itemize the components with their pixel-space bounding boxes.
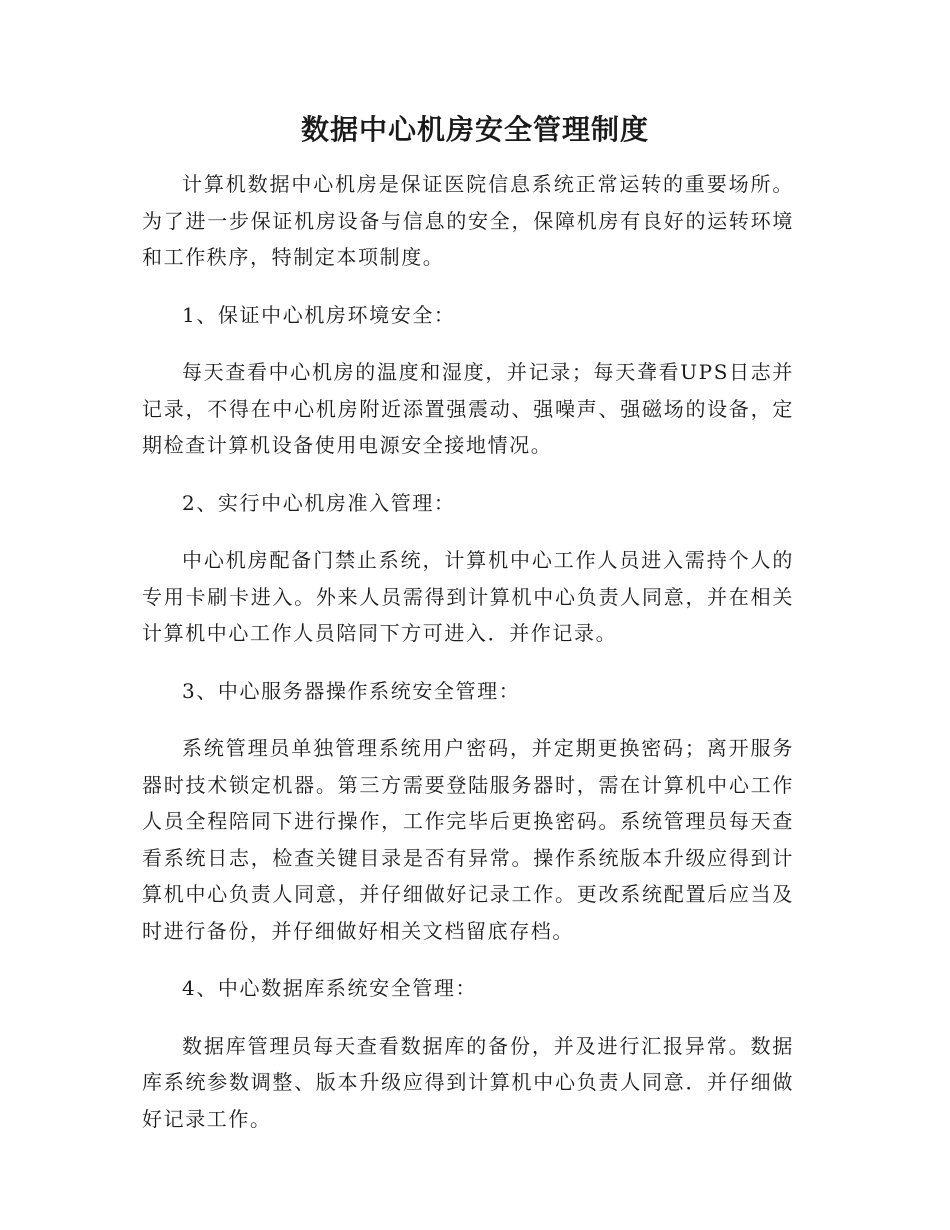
spacer <box>142 949 794 970</box>
spacer <box>142 464 794 485</box>
section-text-1: 每天查看中心机房的温度和湿度，并记录；每天聋看UPS日志并记录，不得在中心机房附近添置强震动、强噪声、强磁场的设备，定期检查计算机设备使用电源安全接地情况。 <box>142 360 794 457</box>
section-text-3: 系统管理员单独管理系统用户密码，并定期更换密码；离开服务器时技术锁定机器。第三方需要登陆服务器时，需在计算机中心工作人员全程陪同下进行操作，工作完毕后更换密码。系统管理员每天查看系统日志，检查关键目录是否有异常。操作系统版本升级应得到计算机中心负责人同意，并仔细做好记录工作。更改系统配置后应当及时进行备份，并仔细做好相关文档留底存档。 <box>142 736 794 943</box>
spacer <box>142 521 794 542</box>
spacer <box>142 276 794 297</box>
section-heading-1: 1、保证中心机房环境安全： <box>182 302 456 327</box>
section-text-4: 数据库管理员每天查看数据库的备份，并及进行汇报异常。数据库系统参数调整、版本升级应得到计算机中心负责人同意．并仔细做好记录工作。 <box>142 1033 794 1131</box>
section-text-2: 中心机房配备门禁止系统，计算机中心工作人员进入需持个人的专用卡刷卡进入。外来人员需得到计算机中心负责人同意，并在相关计算机中心工作人员陪同下方可进入．并作记录。 <box>142 548 794 645</box>
spacer <box>142 1007 794 1028</box>
intro-paragraph: 计算机数据中心机房是保证医院信息系统正常运转的重要场所。为了进一步保证机房设备与信息的安全，保障机房有良好的运转环境和工作秩序，特制定本项制度。 <box>142 172 794 269</box>
document-title: 数据中心机房安全管理制度 <box>300 113 649 146</box>
spacer <box>142 709 794 730</box>
section-heading-3: 3、中心服务器操作系统安全管理： <box>182 678 521 703</box>
spacer <box>142 652 794 673</box>
spacer <box>142 333 794 354</box>
section-heading-2: 2、实行中心机房准入管理： <box>182 490 456 515</box>
document-body <box>142 166 794 1137</box>
section-heading-4: 4、中心数据库系统安全管理： <box>182 976 478 1000</box>
